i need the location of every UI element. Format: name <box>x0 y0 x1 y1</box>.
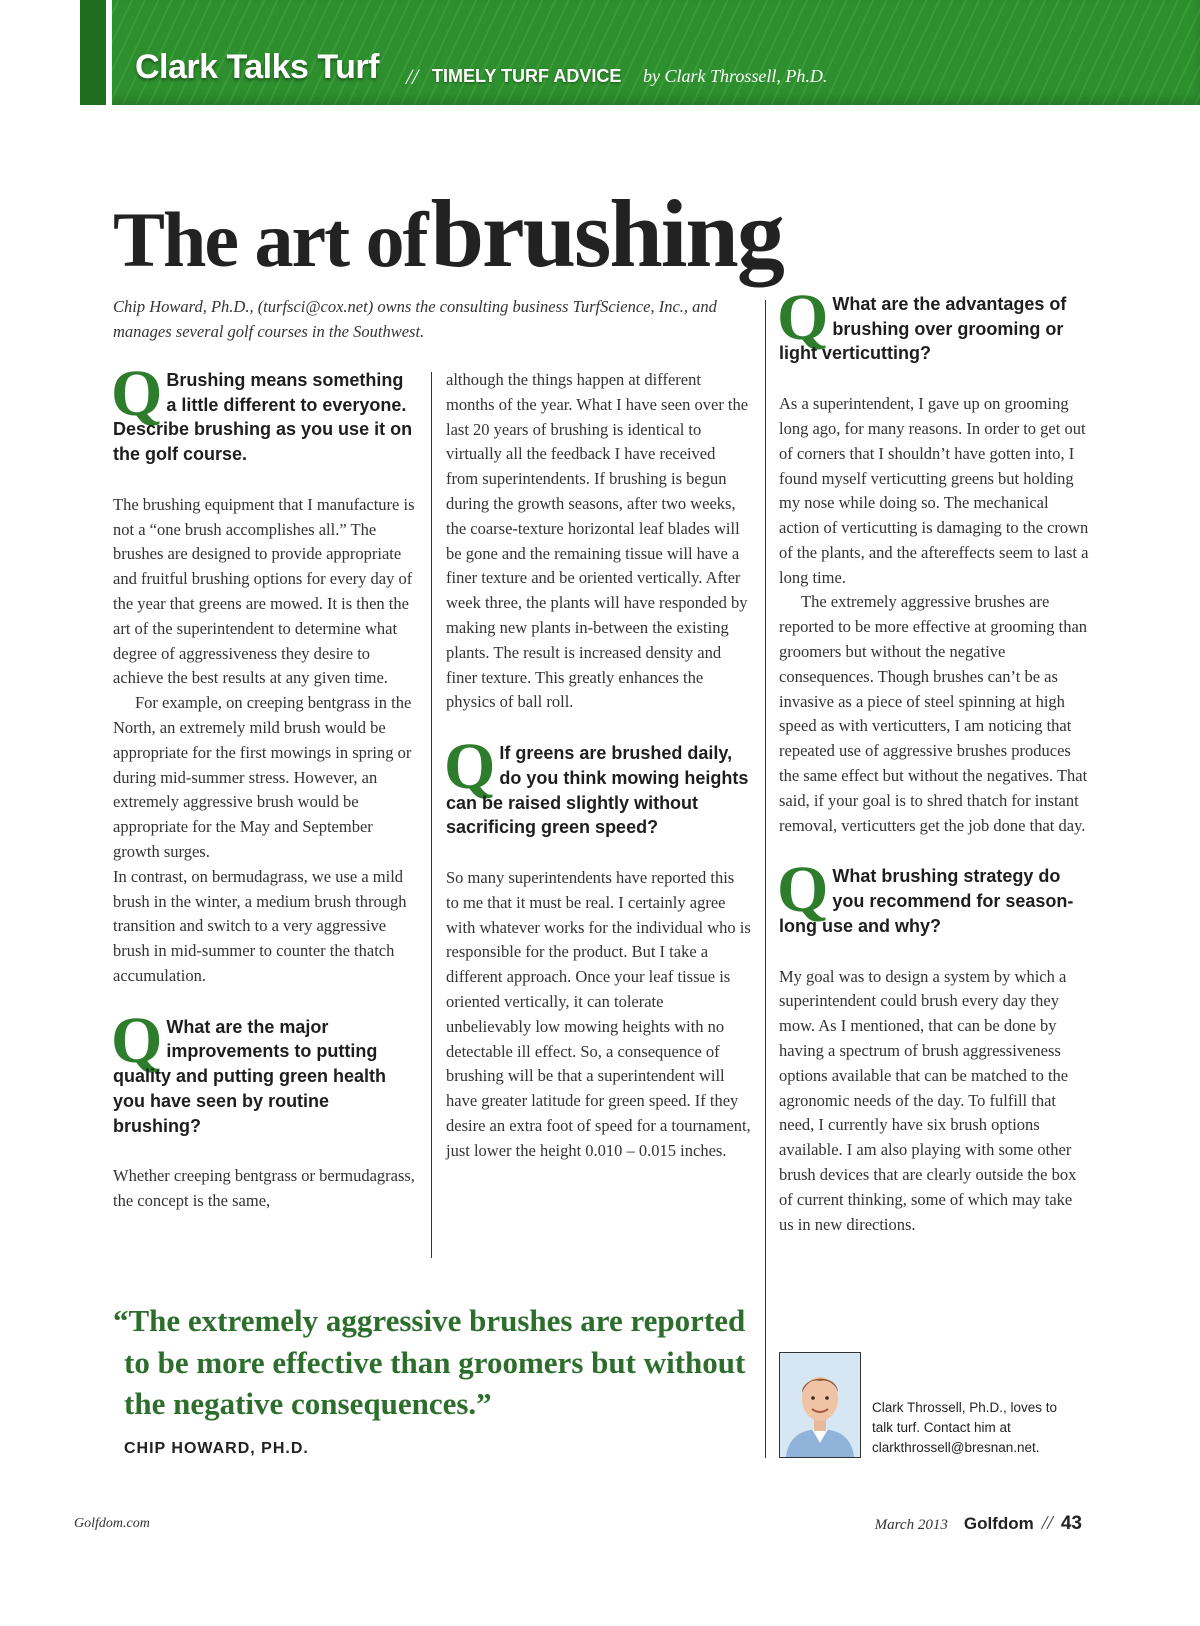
title-main: brushing <box>430 180 783 287</box>
column-2 <box>446 368 751 1164</box>
question-text: What are the advantages of brushing over grooming or light verticutting? <box>779 294 1067 364</box>
column-divider <box>765 300 766 1458</box>
title-lead: The art of <box>113 196 427 283</box>
magazine-name: Golfdom <box>963 1514 1034 1533</box>
question-mark-q: Q <box>111 1003 163 1077</box>
header-edge-tab <box>80 0 112 105</box>
answer-paragraph: The extremely aggressive brushes are reported to be more effective at grooming than groomers but without the negative consequences. Though brushes can’t be as invasive as a piece of steel spinning at high speed as with verticutters, I am noticing that repeated use of aggressive brushes produces the same effect but without the negatives. That said, if your goal is to shred thatch for instant removal, verticutters get the job done that day. <box>779 592 1088 835</box>
footer-separator: // <box>1041 1512 1053 1534</box>
question-mark-q: Q <box>111 357 163 430</box>
footer-folio <box>875 1512 1082 1535</box>
answer-paragraph: So many superintendents have reported this to me that it must be real. I certainly agree with whatever works for the individual who is responsible for the product. But I take a different approach. Once your leaf tissue is oriented vertically, it can tolerate unbelievably low mowing heights with no detectable ill effect. So, a consequence of brushing will be that a superintendent will have greater latitude for green speed. If they desire an extra foot of speed for a tournament, just lower the height 0.010 – 0.015 inches. <box>446 867 751 1160</box>
section-label: TIMELY TURF ADVICE <box>432 66 622 86</box>
question-text: What are the major improvements to putting quality and putting green health you have seen by routine brushing? <box>113 1016 387 1136</box>
answer-paragraph: My goal was to design a system by which a superintendent could brush every day they mow. As I mentioned, that can be done by having a spectrum of brush aggressiveness options available that can be matched to the agronomic needs of the day. To fulfill that need, I currently have six brush options available. I am also playing with some other brush devices that are clearly outside the box of current thinking, some of which may take us in new directions. <box>779 966 1077 1234</box>
column-1 <box>111 357 418 1214</box>
issue-date: March 2013 <box>874 1517 948 1533</box>
answer-paragraph: although the things happen at different months of the year. What I have seen over the last 20 years of brushing is identical to virtually all the feedback I have received from superintendents. If brushing is begun during the growth seasons, after two weeks, the coarse-texture horizontal leaf blades will be gone and the remaining tissue will have a finer texture and be oriented vertically. After week three, the plants will have responded by making new plants in-between the existing plants. The result is increased density and finer texture. This greatly enhances the physics of ball roll. <box>446 370 749 712</box>
question-text: Brushing means something a little different to everyone. Describe brushing as you use it on the golf course. <box>113 370 413 465</box>
article-title <box>113 178 783 289</box>
question-block <box>111 357 418 467</box>
column-name: Clark Talks Turf <box>135 48 379 86</box>
column-divider <box>431 372 432 1258</box>
footer-site: Golfdom.com <box>74 1516 150 1531</box>
header-byline: by Clark Throssell, Ph.D. <box>643 66 828 86</box>
answer-paragraph: In contrast, on bermudagrass, we use a mild brush in the winter, a medium brush through transition and switch to a very aggressive brush in mid-summer to counter the thatch accumulation. <box>113 866 407 985</box>
question-text: If greens are brushed daily, do you think mowing heights can be raised slightly without sacrificing green speed? <box>446 743 749 838</box>
answer-paragraph: The brushing equipment that I manufacture is not a “one brush accomplishes all.” The brushes are designed to provide appropriate and fruitful brushing options for every day of the year that greens are mowed. It is then the art of the superintendent to determine what degree of aggressiveness they desire to achieve the best results at any given time. <box>113 494 415 688</box>
answer-paragraph: For example, on creeping bentgrass in the North, an extremely mild brush would be appropriate for the first mowings in spring or during mid-summer stress. However, an extremely aggressive brush would be appropriate for the May and September growth surges. <box>113 693 412 861</box>
question-block <box>111 1003 418 1139</box>
column-header-band <box>80 0 1200 105</box>
question-block <box>777 853 1089 938</box>
author-photo <box>779 1352 861 1458</box>
question-block <box>777 281 1089 366</box>
author-bio: Clark Throssell, Ph.D., loves to talk turf. Contact him at clarkthrossell@bresnan.net. <box>872 1400 1058 1455</box>
question-mark-q: Q <box>777 281 829 354</box>
pull-quote-attribution: CHIP HOWARD, PH.D. <box>124 1440 309 1457</box>
answer-paragraph: As a superintendent, I gave up on grooming long ago, for many reasons. In order to get out of corners that I shouldn’t have gotten into, I found myself verticutting greens but holding my nose while doing so. The mechanical action of verticutting is damaging to the crown of the plants, and the aftereffects seem to last a long time. <box>779 394 1089 587</box>
answer-paragraph: Whether creeping bentgrass or bermudagrass, the concept is the same, <box>113 1166 415 1211</box>
author-portrait-icon <box>780 1353 860 1457</box>
question-text: What brushing strategy do you recommend for season-long use and why? <box>779 866 1074 936</box>
header-separator: // <box>406 64 419 89</box>
question-mark-q: Q <box>444 730 496 804</box>
author-intro: Chip Howard, Ph.D., (turfsci@cox.net) owns the consulting business TurfScience, Inc., and manages several golf courses in the Southwest. <box>113 297 717 341</box>
question-block <box>444 730 751 840</box>
pull-quote: “The extremely aggressive brushes are reported to be more effective than groomers but without the negative consequences.” <box>113 1303 746 1421</box>
page-number: 43 <box>1060 1513 1082 1534</box>
question-mark-q: Q <box>777 853 829 927</box>
column-3 <box>777 281 1089 1237</box>
